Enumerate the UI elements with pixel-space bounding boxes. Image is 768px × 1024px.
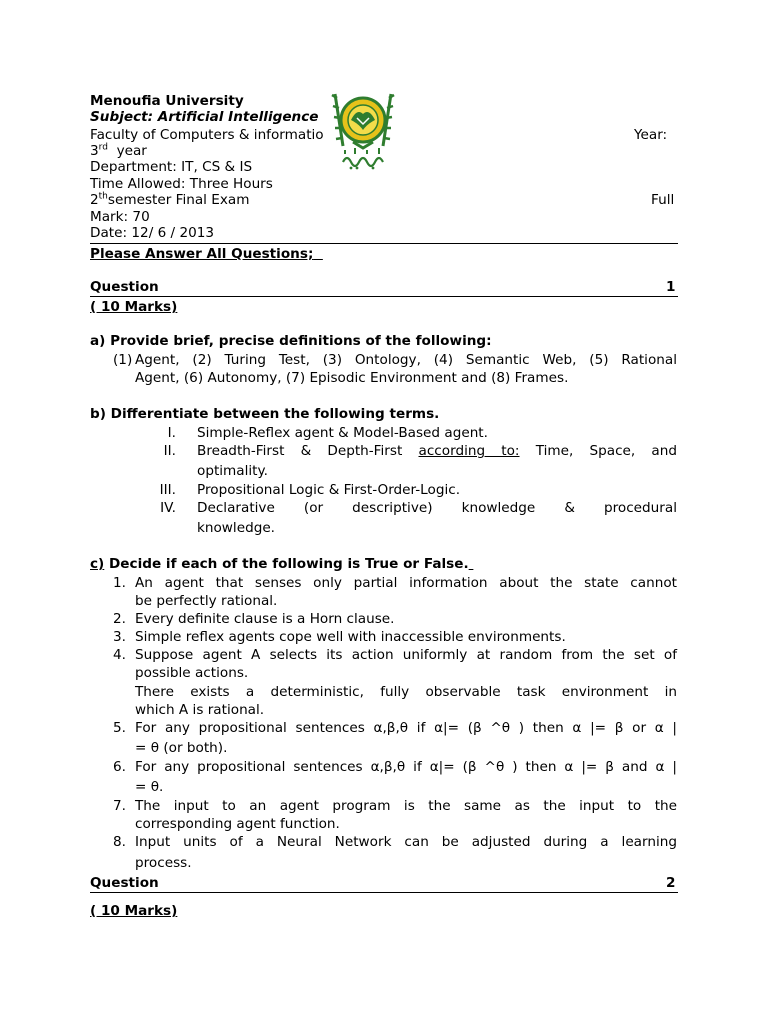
tf-item-continued: = θ. [135,779,164,795]
part-a-line2: Agent, (6) Autonomy, (7) Episodic Environment and (8) Frames. [135,370,569,386]
faculty-line: Faculty of Computers & informatio [90,127,324,143]
year-value: 3rd year [90,142,147,159]
semester-line: 2thsemester Final Exam [90,191,250,208]
subject-line: Subject: Artificial Intelligence [90,109,319,125]
part-c-heading: c) Decide if each of the following is True or False. [90,556,469,572]
tf-item: For any propositional sentences α,β,θ if α|= (β ^θ ) then α |= β or α | [135,720,677,736]
tf-item-continued: be perfectly rational. [135,593,278,609]
instruction-heading: Please Answer All Questions; [90,246,314,262]
tf-item-num: 8. [113,834,126,850]
part-b-item: Simple-Reflex agent & Model-Based agent. [197,425,488,441]
part-b-item-continued: optimality. [197,463,268,479]
part-b-heading: b) Differentiate between the following terms. [90,406,440,422]
part-a-line1: Agent, (2) Turing Test, (3) Ontology, (4) Semantic Web, (5) Rational [135,352,677,368]
question2-label: Question [90,875,159,891]
part-b-item-num: IV. [160,500,176,516]
tf-item-continued: which A is rational. [135,702,265,718]
tf-item-num: 4. [113,647,126,663]
tf-item-num: 7. [113,798,126,814]
year-label: Year: [634,127,668,143]
part-a-number: (1) [113,352,133,368]
university-name: Menoufia University [90,93,244,109]
part-b-item: Breadth-First & Depth-First according to: Time, Space, and [197,443,677,459]
time-allowed-line: Time Allowed: Three Hours [90,176,273,192]
tf-item-continued: possible actions. [135,665,249,681]
tf-item: Every definite clause is a Horn clause. [135,611,395,627]
tf-item-num: 1. [113,575,126,591]
question2-divider [90,892,678,893]
tf-item-continued: There exists a deterministic, fully observable task environment in [135,684,677,700]
tf-item-num: 6. [113,759,126,775]
tf-item-continued: process. [135,855,192,871]
part-b-item-num: II. [163,443,176,459]
part-b-item: Declarative (or descriptive) knowledge & procedural [197,500,677,516]
tf-item-num: 2. [113,611,126,627]
tf-item-continued: corresponding agent function. [135,816,340,832]
question2-number: 2 [666,875,676,891]
part-b-item: Propositional Logic & First-Order-Logic. [197,482,461,498]
part-b-item-num: III. [159,482,176,498]
tf-item: Suppose agent A selects its action uniformly at random from the set of [135,647,677,663]
question1-marks: ( 10 Marks) [90,299,178,315]
tf-item-num: 3. [113,629,126,645]
tf-item: Input units of a Neural Network can be adjusted during a learning [135,834,677,850]
question1-label: Question [90,279,159,295]
question1-divider [90,296,678,297]
date-line: Date: 12/ 6 / 2013 [90,225,215,241]
part-b-item-continued: knowledge. [197,520,276,536]
tf-item-continued: = θ (or both). [135,740,228,756]
tf-item: An agent that senses only partial information about the state cannot [135,575,677,591]
part-b-item-num: I. [167,425,176,441]
department-line: Department: IT, CS & IS [90,159,253,175]
question1-number: 1 [666,279,676,295]
full-label: Full [651,192,675,208]
question2-marks: ( 10 Marks) [90,903,178,919]
tf-item: The input to an agent program is the same as the input to the [135,798,677,814]
svg-text:جامعة المنوفية: جامعة المنوفية [327,84,334,85]
tf-item: For any propositional sentences α,β,θ if α|= (β ^θ ) then α |= β and α | [135,759,677,775]
tf-item: Simple reflex agents cope well with inaccessible environments. [135,629,566,645]
part-a-heading: a) Provide brief, precise definitions of the following: [90,333,492,349]
mark-line: Mark: 70 [90,209,150,225]
tf-item-num: 5. [113,720,126,736]
header-divider [90,243,678,244]
university-logo [327,84,431,182]
